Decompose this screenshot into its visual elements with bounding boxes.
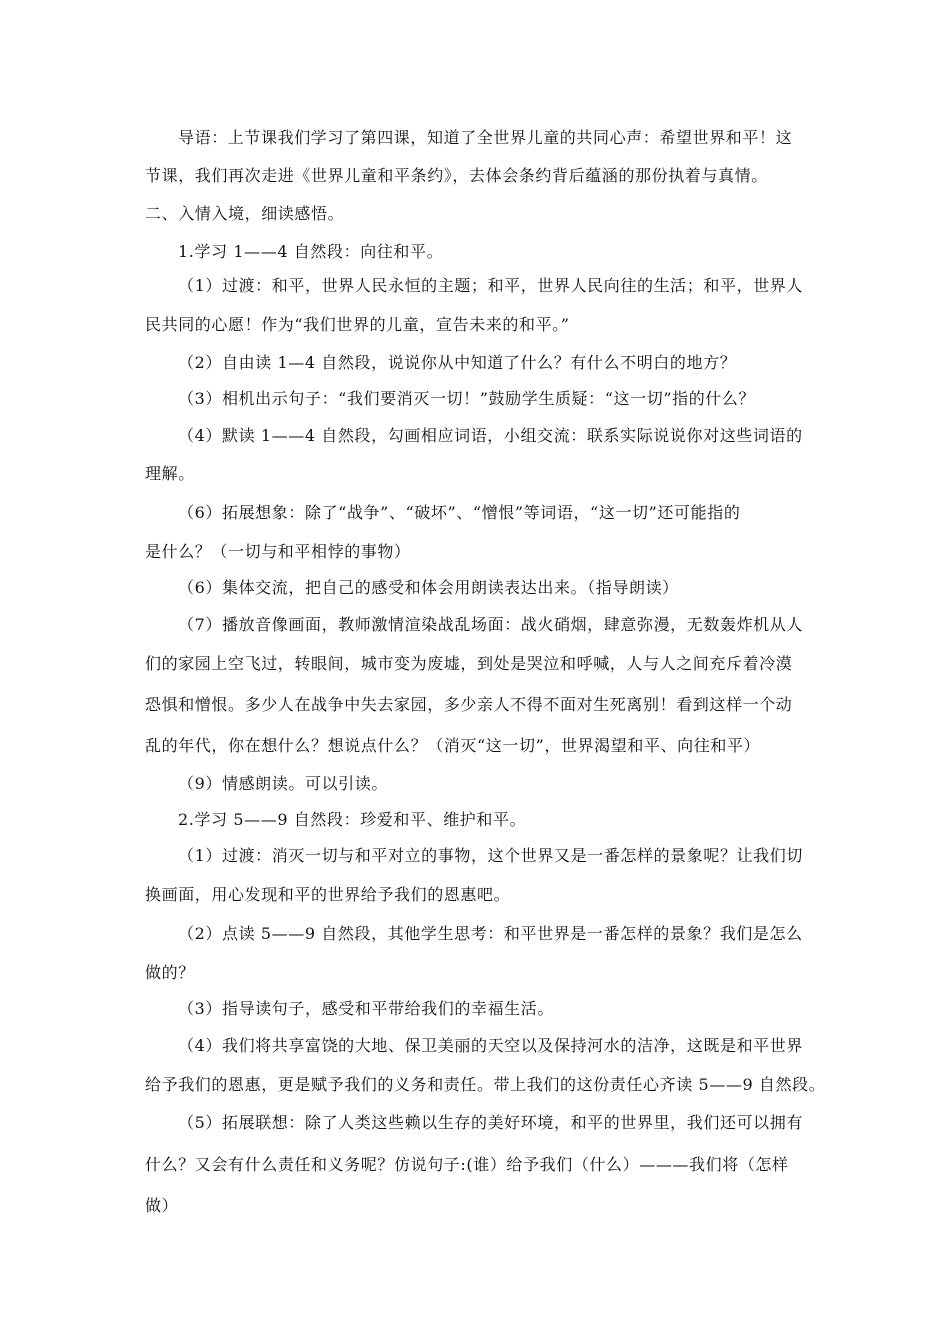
text-line: （7）播放音像画面，教师激情渲染战乱场面：战火硝烟，肆意弥漫，无数轰炸机从人 xyxy=(178,615,803,634)
text-line: （1）过渡：消灭一切与和平对立的事物，这个世界又是一番怎样的景象呢？让我们切 xyxy=(178,846,803,865)
text-line: 换画面，用心发现和平的世界给予我们的恩惠吧。 xyxy=(145,885,511,904)
text-line: 做的？ xyxy=(145,963,195,982)
text-line: 民共同的心愿！作为“我们世界的儿童，宣告未来的和平。” xyxy=(145,315,570,334)
text-line: （9）情感朗读。可以引读。 xyxy=(178,774,388,793)
section-heading: 二、入情入境，细读感悟。 xyxy=(145,204,345,223)
text-line: 们的家园上空飞过，转眼间，城市变为废墟，到处是哭泣和呼喊，人与人之间充斥着冷漠 xyxy=(145,654,793,673)
text-line: （2）自由读 1—4 自然段，说说你从中知道了什么？有什么不明白的地方？ xyxy=(178,353,737,372)
text-line: 是什么？（一切与和平相悖的事物） xyxy=(145,542,411,561)
text-line: （2）点读 5——9 自然段，其他学生思考：和平世界是一番怎样的景象？我们是怎么 xyxy=(178,924,803,943)
text-line: （3）相机出示句子：“我们要消灭一切！”鼓励学生质疑：“这一切”指的什么？ xyxy=(178,389,756,408)
text-line: 做） xyxy=(145,1196,179,1215)
text-line: （4）默读 1——4 自然段，勾画相应词语，小组交流：联系实际说说你对这些词语的 xyxy=(178,426,803,445)
subsection-heading: 2.学习 5——9 自然段：珍爱和平、维护和平。 xyxy=(178,810,527,829)
text-line: （6）拓展想象：除了“战争”、“破坏”、“憎恨”等词语，“这一切”还可能指的 xyxy=(178,503,741,522)
text-line: 恐惧和憎恨。多少人在战争中失去家园，多少亲人不得不面对生死离别！看到这样一个动 xyxy=(145,695,793,714)
text-line: 什么？又会有什么责任和义务呢？仿说句子:(谁）给予我们（什么）———我们将（怎样 xyxy=(145,1155,789,1174)
text-line: （3）指导读句子，感受和平带给我们的幸福生活。 xyxy=(178,999,554,1018)
text-line: 节课，我们再次走进《世界儿童和平条约》，去体会条约背后蕴涵的那份执着与真情。 xyxy=(145,166,768,185)
subsection-heading: 1.学习 1——4 自然段：向往和平。 xyxy=(178,242,444,261)
text-line: （4）我们将共享富饶的大地、保卫美丽的天空以及保持河水的洁净，这既是和平世界 xyxy=(178,1036,803,1055)
text-line: 给予我们的恩惠，更是赋予我们的义务和责任。带上我们的这份责任心齐读 5——9 自然段。 xyxy=(145,1075,826,1094)
text-line: （5）拓展联想：除了人类这些赖以生存的美好环境，和平的世界里，我们还可以拥有 xyxy=(178,1113,803,1132)
text-line: 理解。 xyxy=(145,464,195,483)
text-line: （1）过渡：和平，世界人民永恒的主题；和平，世界人民向往的生活；和平，世界人 xyxy=(178,276,803,295)
text-line: 导语：上节课我们学习了第四课，知道了全世界儿童的共同心声：希望世界和平！这 xyxy=(178,128,793,147)
text-line: （6）集体交流，把自己的感受和体会用朗读表达出来。（指导朗读） xyxy=(178,578,679,597)
text-line: 乱的年代，你在想什么？想说点什么？（消灭“这一切”，世界渴望和平、向往和平） xyxy=(145,736,761,755)
